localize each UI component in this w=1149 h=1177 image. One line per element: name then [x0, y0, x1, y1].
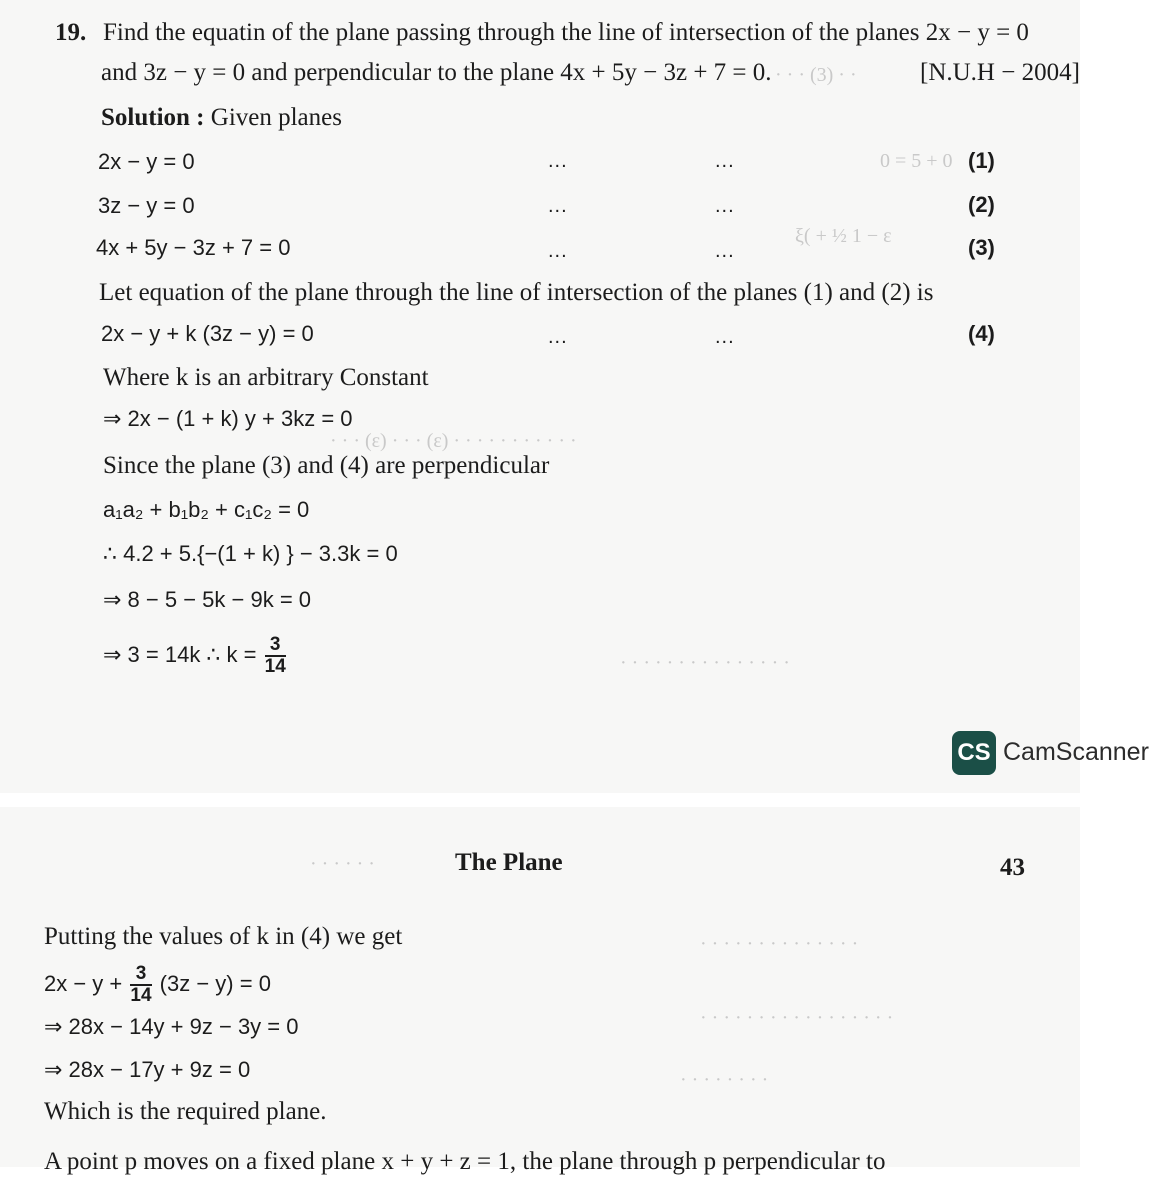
perpendicular-statement: Since the plane (3) and (4) are perpendicular — [103, 452, 550, 479]
problem-statement-line-1: Find the equatin of the plane passing through the line of intersection of the planes 2x − y = 0 — [103, 19, 1029, 46]
camscanner-watermark-text: CamScanner — [1003, 738, 1149, 766]
bleed-through-text: ξ( + ½ 1 − ε — [795, 225, 892, 247]
result-line-2: ⇒ 28x − 14y + 9z − 3y = 0 — [44, 1014, 299, 1039]
next-problem-partial: A point p moves on a fixed plane x + y + z = 1, the plane through p perpendicular to — [44, 1148, 886, 1175]
conclusion-statement: Which is the required plane. — [44, 1098, 327, 1125]
k-numerator: 3 — [269, 634, 281, 655]
bleed-through-text: · · · (3) · · — [775, 64, 857, 86]
bleed-through-text: · · · · · · · · · · · · · · · — [620, 652, 790, 674]
next-problem-z: z — [459, 1148, 471, 1175]
k-fraction-substituted — [130, 964, 151, 1006]
derivation-step-4 — [103, 635, 288, 677]
derivation-step-1: ⇒ 2x − (1 + k) y + 3kz = 0 — [103, 406, 353, 431]
bleed-through-text: · · · · · · — [310, 853, 375, 875]
where-statement: Where k is an arbitrary Constant — [103, 364, 429, 391]
derivation-step-3: ⇒ 8 − 5 − 5k − 9k = 0 — [103, 587, 312, 612]
bleed-through-text: · · · · · · · · — [680, 1069, 769, 1091]
dots-separator: ... — [715, 240, 735, 262]
equation-2: 3z − y = 0 — [98, 193, 195, 218]
problem-statement-line-2: and 3z − y = 0 and perpendicular to the plane 4x + 5y − 3z + 7 = 0. — [101, 59, 772, 86]
equation-label-3: (3) — [968, 235, 995, 260]
dots-separator: ... — [715, 195, 735, 217]
equation-1: 2x − y = 0 — [98, 149, 195, 174]
let-statement: Let equation of the plane through the line of intersection of the planes (1) and (2) is — [99, 279, 934, 306]
dots-separator: ... — [548, 240, 568, 262]
solution-intro: Given planes — [210, 104, 342, 131]
perpendicular-condition: a₁a₂ + b₁b₂ + c₁c₂ = 0 — [103, 497, 310, 522]
fraction-denominator: 14 — [130, 985, 152, 1006]
bleed-through-text: 0 = 5 + 0 — [880, 150, 953, 172]
derivation-step-2: ∴ 4.2 + 5.{−(1 + k) } − 3.3k = 0 — [103, 541, 398, 566]
next-problem-tail: = 1, the plane through p perpendicular to — [477, 1148, 886, 1175]
next-problem-y: y — [420, 1148, 434, 1175]
fraction-numerator: 3 — [135, 963, 147, 984]
bleed-through-text: · · · (ε) · · · (ε) · · · · · · · · · · · — [330, 430, 577, 452]
page-gap — [0, 793, 1080, 807]
equation-4: 2x − y + k (3z − y) = 0 — [101, 321, 314, 346]
putting-statement: Putting the values of k in (4) we get — [44, 923, 403, 950]
equation-label-2: (2) — [968, 192, 995, 217]
equation-label-4: (4) — [968, 321, 995, 346]
dots-separator: ... — [548, 326, 568, 348]
camscanner-logo: CS — [952, 731, 996, 775]
dots-separator: ... — [715, 150, 735, 172]
equation-3: 4x + 5y − 3z + 7 = 0 — [96, 235, 291, 260]
bleed-through-text: · · · · · · · · · · · · · · · · · — [700, 1007, 894, 1029]
exam-citation: [N.U.H − 2004] — [920, 59, 1080, 86]
result-line-1-prefix: 2x − y + — [44, 970, 123, 996]
equation-label-1: (1) — [968, 148, 995, 173]
next-problem-text: A point p moves on a fixed plane — [44, 1148, 376, 1175]
dots-separator: ... — [715, 326, 735, 348]
solution-label: Solution : — [101, 104, 205, 131]
page-header-title: The Plane — [455, 849, 563, 876]
lower-page-scan — [0, 807, 1080, 1175]
k-denominator: 14 — [264, 656, 286, 677]
bleed-through-text: · · · · · · · · · · · · · · — [700, 933, 859, 955]
result-line-3: ⇒ 28x − 17y + 9z = 0 — [44, 1057, 251, 1082]
dots-separator: ... — [548, 150, 568, 172]
problem-number: 19. — [55, 19, 87, 46]
step-4-text: ⇒ 3 = 14k ∴ k = — [103, 641, 257, 667]
result-line-1-suffix: (3z − y) = 0 — [159, 970, 271, 996]
solution-heading — [101, 103, 342, 133]
result-line-1 — [44, 964, 271, 1006]
dots-separator: ... — [548, 195, 568, 217]
k-fraction — [265, 635, 286, 677]
page-number: 43 — [1000, 854, 1025, 881]
next-problem-x: x — [381, 1148, 394, 1175]
